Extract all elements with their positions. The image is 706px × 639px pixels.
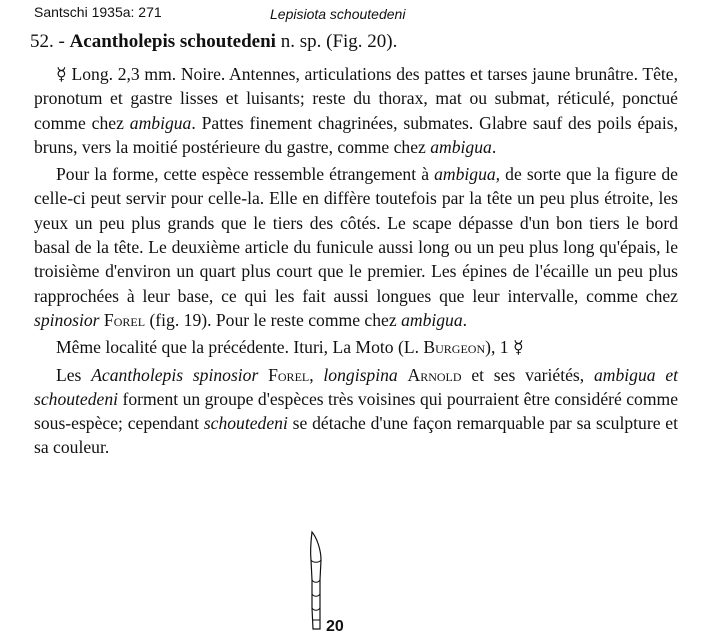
italic-taxon: spinosior <box>34 309 100 330</box>
description-body <box>34 62 678 460</box>
paragraph-description <box>34 62 678 159</box>
source-citation: Santschi 1935a: 271 <box>34 4 162 20</box>
text-run: . <box>462 309 468 330</box>
author-name: Arnold <box>407 364 462 385</box>
italic-taxon: ambigua, <box>434 164 501 185</box>
italic-taxon: ambigua <box>430 136 492 157</box>
species-name: Acantholepis schoutedeni <box>69 31 276 52</box>
worker-symbol: ☿ <box>56 64 67 84</box>
text-run: et ses variétés, <box>471 364 585 385</box>
figure-reference: (Fig. 20). <box>326 31 398 52</box>
text-run: de sorte que la figure de celle-ci peut servir pour celle-la. Elle en diffère toutefois par la tête un peu plus étroite, les yeux un peu plus grands que le tiers des côtés. Le scape dépasse d'un bon tiers le bord basal de la tête. Le deuxième article du funicule aussi long ou un peu plus long qu'épais, le troisième d'environ un quart plus court que le premier. Les épines de l'écaille un peu plus rapprochées à leur base, ce qui les fait aussi longues que leur intervalle, comme chez <box>34 164 678 306</box>
paragraph-comparison <box>34 162 678 332</box>
text-run: Même localité que la précédente. Ituri, La Moto (L. <box>56 337 419 358</box>
author-name: Forel <box>103 309 146 330</box>
text-run: , <box>309 364 314 385</box>
paragraph-remarks <box>34 363 678 460</box>
italic-taxon: ambigua <box>401 309 463 330</box>
text-run: . <box>491 136 497 157</box>
running-title: Lepisiota schoutedeni <box>270 6 406 22</box>
species-status: n. sp. <box>280 31 322 52</box>
text-run: se détache d'une façon remarquable par sa sculpture et sa couleur. <box>34 413 678 458</box>
paragraph-locality <box>34 335 678 359</box>
segment-line <box>312 608 320 610</box>
text-run: Long. 2,3 mm. Noire. Antennes, articulations des pattes et tarses jaune brunâtre. Tête, pronotum et gastre lisses et luisants; reste du thorax, mat ou submat, réticulé, ponctué comme chez <box>34 64 678 133</box>
segment-line <box>311 560 321 562</box>
collector-name: Burgeon <box>423 337 486 358</box>
italic-taxon: schoutedeni <box>203 413 288 434</box>
segment-line <box>312 594 320 596</box>
species-heading <box>30 31 397 53</box>
text-run: (fig. 19). Pour le reste comme chez <box>149 309 397 330</box>
figure-number: 20 <box>326 618 344 635</box>
author-name: Forel <box>268 364 310 385</box>
text-run: Pour la forme, cette espèce ressemble étrangement à <box>56 164 429 185</box>
text-run: . Pattes finement chagrinées, submates. Glabre sauf des poils épais, bruns, vers la moitié postérieure du gastre, comme chez <box>34 112 678 157</box>
italic-taxon: longispina <box>323 364 398 385</box>
italic-taxon: ambigua <box>129 112 192 133</box>
italic-taxon: ambigua et schoutedeni <box>34 364 679 409</box>
worker-symbol: ☿ <box>512 337 524 358</box>
entry-number: 52. - <box>30 31 65 52</box>
text-run: forment un groupe d'espèces très voisines qui pourraient être considéré comme sous-espèce; cependant <box>34 388 679 434</box>
text-run: Les <box>56 364 82 385</box>
italic-taxon: Acantholepis spinosior <box>91 364 259 385</box>
text-run: ), 1 <box>485 337 509 358</box>
segment-line <box>312 580 320 582</box>
